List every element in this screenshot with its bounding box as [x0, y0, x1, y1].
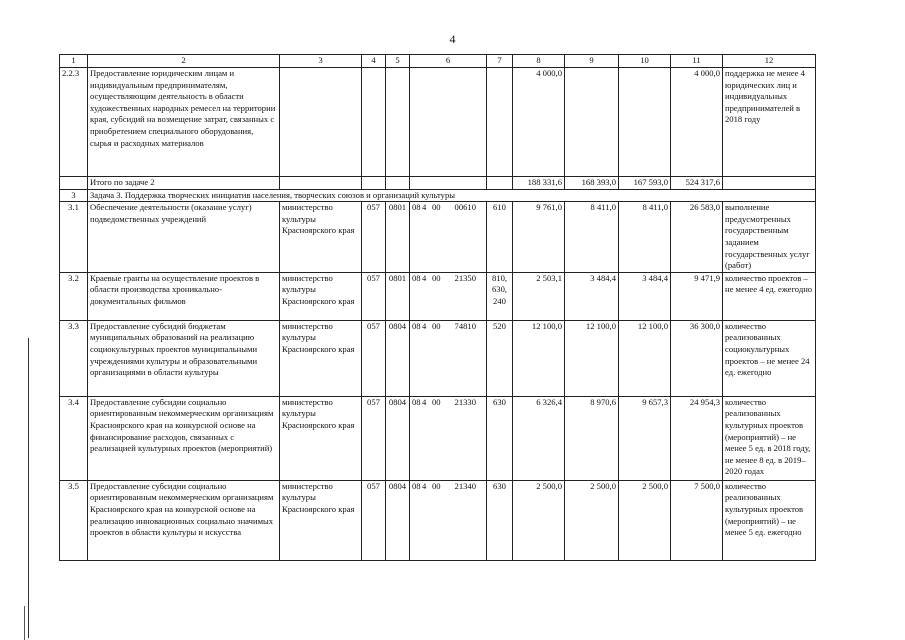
grbs-cell: 057 [362, 396, 386, 480]
col-num-7: 7 [487, 55, 513, 68]
org-cell [280, 68, 362, 177]
rzpr-cell: 0804 [386, 320, 410, 396]
table-row-3-1 [60, 202, 816, 273]
value-2018: 6 326,4 [513, 396, 565, 480]
rzpr-cell: 0801 [386, 272, 410, 320]
value-total: 36 300,0 [671, 320, 723, 396]
value-total: 26 583,0 [671, 202, 723, 273]
value-2018: 2 500,0 [513, 480, 565, 560]
measure-name: Краевые гранты на осуществление проектов в области производства хроникально-документальных фильмов [88, 272, 280, 320]
col-num-12: 12 [723, 55, 816, 68]
value-2019 [565, 68, 619, 177]
value-2020: 12 100,0 [619, 320, 671, 396]
expected-result: выполнение предусмотренных государственным заданием государственных услуг (работ) [723, 202, 816, 273]
value-2020: 3 484,4 [619, 272, 671, 320]
measure-name: Обеспечение деятельности (оказание услуг) подведомственных учреждений [88, 202, 280, 273]
org-cell: министерство культуры Красноярского края [280, 320, 362, 396]
total-2018: 188 331,6 [513, 177, 565, 190]
col-num-5: 5 [386, 55, 410, 68]
col-num-8: 8 [513, 55, 565, 68]
vr-cell: 520 [487, 320, 513, 396]
program-table-container [59, 54, 815, 561]
org-cell: министерство культуры Красноярского края [280, 272, 362, 320]
value-total: 9 471,9 [671, 272, 723, 320]
org-cell: министерство культуры Красноярского края [280, 396, 362, 480]
measure-name: Предоставление субсидии социально ориентированным некоммерческим организациям Красноярского края на конкурсной основе на реализацию инновационных социально значимых проектов в области культуры и искусства [88, 480, 280, 560]
col-num-9: 9 [565, 55, 619, 68]
table-row-3-3 [60, 320, 816, 396]
value-2019: 12 100,0 [565, 320, 619, 396]
total-2019: 168 393,0 [565, 177, 619, 190]
value-total: 7 500,0 [671, 480, 723, 560]
value-2020 [619, 68, 671, 177]
table-row-3-5 [60, 480, 816, 560]
scan-edge-line-lower [24, 606, 25, 640]
scan-edge-line [28, 338, 29, 638]
program-measures-table [59, 54, 816, 561]
vr-cell: 810, 630, 240 [487, 272, 513, 320]
value-total: 24 954,3 [671, 396, 723, 480]
value-2018: 4 000,0 [513, 68, 565, 177]
expected-result: поддержка не менее 4 юридических лиц и индивидуальных предпринимателей в 2018 году [723, 68, 816, 177]
grbs-cell: 057 [362, 320, 386, 396]
vr-cell: 610 [487, 202, 513, 273]
total-2020: 167 593,0 [619, 177, 671, 190]
grbs-cell: 057 [362, 272, 386, 320]
measure-name: Предоставление юридическим лицам и индивидуальным предпринимателям, осуществляющим деятельность в области художественных народных ремесел на территории края, субсидий на возмещение затрат, связанных с приобретением специального оборудования, сырья и расходных материалов [88, 68, 280, 177]
task-3-title: Задача 3. Поддержка творческих инициатив населения, творческих союзов и организаций культуры [88, 189, 816, 202]
col-num-3: 3 [280, 55, 362, 68]
expected-result: количество проектов – не менее 4 ед. ежегодно [723, 272, 816, 320]
csr-cell: 084 00 21340 [410, 480, 487, 560]
value-total: 4 000,0 [671, 68, 723, 177]
expected-result: количество реализованных культурных проектов (мероприятий) – не менее 5 ед. в 2018 году, не менее 8 ед. в 2019–2020 годах [723, 396, 816, 480]
total-sum: 524 317,6 [671, 177, 723, 190]
row-num: 2.2.3 [60, 68, 88, 177]
rzpr-cell: 0801 [386, 202, 410, 273]
total-task-2-row [60, 177, 816, 190]
col-num-4: 4 [362, 55, 386, 68]
table-row-2-2-3 [60, 68, 816, 177]
row-num: 3.1 [60, 202, 88, 273]
grbs-cell: 057 [362, 480, 386, 560]
vr-cell: 630 [487, 480, 513, 560]
measure-name: Предоставление субсидии социально ориентированным некоммерческим организациям Красноярского края на конкурсной основе на финансирование расходов, связанных с реализацией культурных проектов (мероприятий) [88, 396, 280, 480]
total-label: Итого по задаче 2 [88, 177, 280, 190]
expected-result: количество реализованных социокультурных проектов – не менее 24 ед. ежегодно [723, 320, 816, 396]
grbs-cell [362, 68, 386, 177]
value-2020: 9 657,3 [619, 396, 671, 480]
table-row-3-4 [60, 396, 816, 480]
org-cell: министерство культуры Красноярского края [280, 202, 362, 273]
value-2018: 9 761,0 [513, 202, 565, 273]
measure-name: Предоставление субсидий бюджетам муниципальных образований на реализацию социокультурных проектов муниципальными учреждениями культуры и образовательными организациями в области культуры [88, 320, 280, 396]
value-2019: 3 484,4 [565, 272, 619, 320]
rzpr-cell: 0804 [386, 480, 410, 560]
grbs-cell: 057 [362, 202, 386, 273]
table-row-3-2 [60, 272, 816, 320]
row-num: 3.5 [60, 480, 88, 560]
row-num: 3.3 [60, 320, 88, 396]
vr-cell [487, 68, 513, 177]
col-num-10: 10 [619, 55, 671, 68]
csr-cell: 084 00 00610 [410, 202, 487, 273]
value-2020: 2 500,0 [619, 480, 671, 560]
value-2020: 8 411,0 [619, 202, 671, 273]
col-num-1: 1 [60, 55, 88, 68]
expected-result: количество реализованных культурных проектов (мероприятий) – не менее 5 ед. ежегодно [723, 480, 816, 560]
task-num: 3 [60, 189, 88, 202]
row-num: 3.2 [60, 272, 88, 320]
value-2019: 8 411,0 [565, 202, 619, 273]
col-num-6: 6 [410, 55, 487, 68]
value-2019: 8 970,6 [565, 396, 619, 480]
row-num: 3.4 [60, 396, 88, 480]
value-2018: 12 100,0 [513, 320, 565, 396]
task-3-header-row [60, 189, 816, 202]
value-2018: 2 503,1 [513, 272, 565, 320]
value-2019: 2 500,0 [565, 480, 619, 560]
csr-cell: 084 00 21350 [410, 272, 487, 320]
rzpr-cell: 0804 [386, 396, 410, 480]
column-numbers-row [60, 55, 816, 68]
col-num-11: 11 [671, 55, 723, 68]
vr-cell: 630 [487, 396, 513, 480]
csr-cell [410, 68, 487, 177]
page-number: 4 [449, 32, 456, 46]
rzpr-cell [386, 68, 410, 177]
col-num-2: 2 [88, 55, 280, 68]
org-cell: министерство культуры Красноярского края [280, 480, 362, 560]
csr-cell: 084 00 74810 [410, 320, 487, 396]
csr-cell: 084 00 21330 [410, 396, 487, 480]
